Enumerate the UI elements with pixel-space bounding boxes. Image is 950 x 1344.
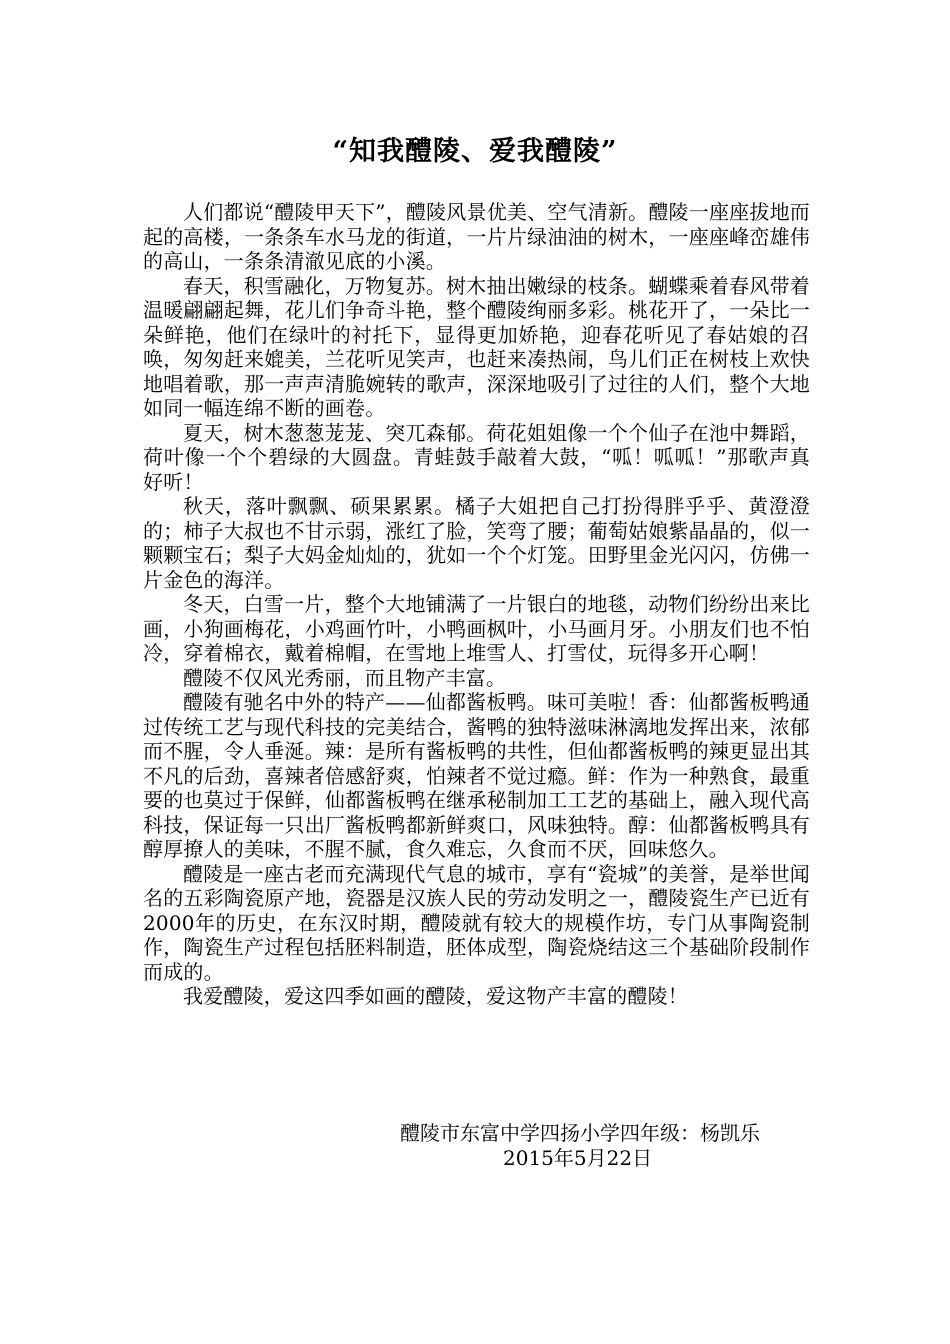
signature-date: 2015年5月22日 <box>503 1146 653 1170</box>
signature-author: 醴陵市东富中学四扬小学四年级：杨凯乐 <box>400 1121 760 1145</box>
paragraph-products-intro: 醴陵不仅风光秀丽，而且物产丰富。 <box>183 665 507 690</box>
document-body <box>143 200 810 1009</box>
paragraph-winter: 冬天，白雪一片，整个大地铺满了一片银白的地毯，动物们纷纷出来比画，小狗画梅花，小鸡画竹叶，小鸭画枫叶，小马画月牙。小朋友们也不怕冷，穿着棉衣，戴着棉帽，在雪地上堆雪人、打雪仗，玩得多开心啊！ <box>143 592 810 665</box>
paragraph-autumn: 秋天，落叶飘飘、硕果累累。橘子大姐把自己打扮得胖乎乎、黄澄澄的；柿子大叔也不甘示弱，涨红了脸，笑弯了腰；葡萄姑娘紫晶晶的，似一颗颗宝石；梨子大妈金灿灿的，犹如一个个灯笼。田野里金光闪闪，仿佛一片金色的海洋。 <box>143 494 810 592</box>
paragraph-porcelain: 醴陵是一座古老而充满现代气息的城市，享有“瓷城”的美誉，是举世闻名的五彩陶瓷原产地，瓷器是汉族人民的劳动发明之一，醴陵瓷生产已近有2000年的历史，在东汉时期，醴陵就有较大的规模作坊，专门从事陶瓷制作，陶瓷生产过程包括胚料制造，胚体成型，陶瓷烧结这三个基础阶段制作而成的。 <box>143 861 810 984</box>
paragraph-spring: 春天，积雪融化，万物复苏。树木抽出嫩绿的枝条。蝴蝶乘着春风带着温暖翩翩起舞，花儿们争奇斗艳，整个醴陵绚丽多彩。桃花开了，一朵比一朵鲜艳，他们在绿叶的衬托下，显得更加娇艳，迎春花听见了春姑娘的召唤，匆匆赶来媲美，兰花听见笑声，也赶来凑热闹，鸟儿们正在树枝上欢快地唱着歌，那一声声清脆婉转的歌声，深深地吸引了过往的人们，整个大地如同一幅连绵不断的画卷。 <box>143 273 810 420</box>
paragraph-duck: 醴陵有驰名中外的特产——仙都酱板鸭。味可美啦！香：仙都酱板鸭通过传统工艺与现代科技的完美结合，酱鸭的独特滋味淋漓地发挥出来，浓郁而不腥，令人垂涎。辣：是所有酱板鸭的共性，但仙都酱板鸭的辣更显出其不凡的后劲，喜辣者倍感舒爽，怕辣者不觉过瘾。鲜：作为一种熟食，最重要的也莫过于保鲜，仙都酱板鸭在继承秘制加工工艺的基础上，融入现代高科技，保证每一只出厂酱板鸭都新鲜爽口，风味独特。醇：仙都酱板鸭具有醇厚撩人的美味，不腥不腻，食久难忘，久食而不厌，回味悠久。 <box>143 690 810 861</box>
paragraph-intro: 人们都说“醴陵甲天下”，醴陵风景优美、空气清新。醴陵一座座拔地而起的高楼，一条条车水马龙的街道，一片片绿油油的树木，一座座峰峦雄伟的高山，一条条清澈见底的小溪。 <box>143 200 810 273</box>
paragraph-summer: 夏天，树木葱葱茏茏、突兀森郁。荷花姐姐像一个个仙子在池中舞蹈，荷叶像一个个碧绿的大圆盘。青蛙鼓手敲着大鼓，“呱！呱呱！”那歌声真好听！ <box>143 420 810 494</box>
document-title: “知我醴陵、爱我醴陵” <box>332 136 618 167</box>
paragraph-conclusion: 我爱醴陵，爱这四季如画的醴陵，爱这物产丰富的醴陵！ <box>183 984 688 1008</box>
signature-block <box>400 1121 810 1171</box>
